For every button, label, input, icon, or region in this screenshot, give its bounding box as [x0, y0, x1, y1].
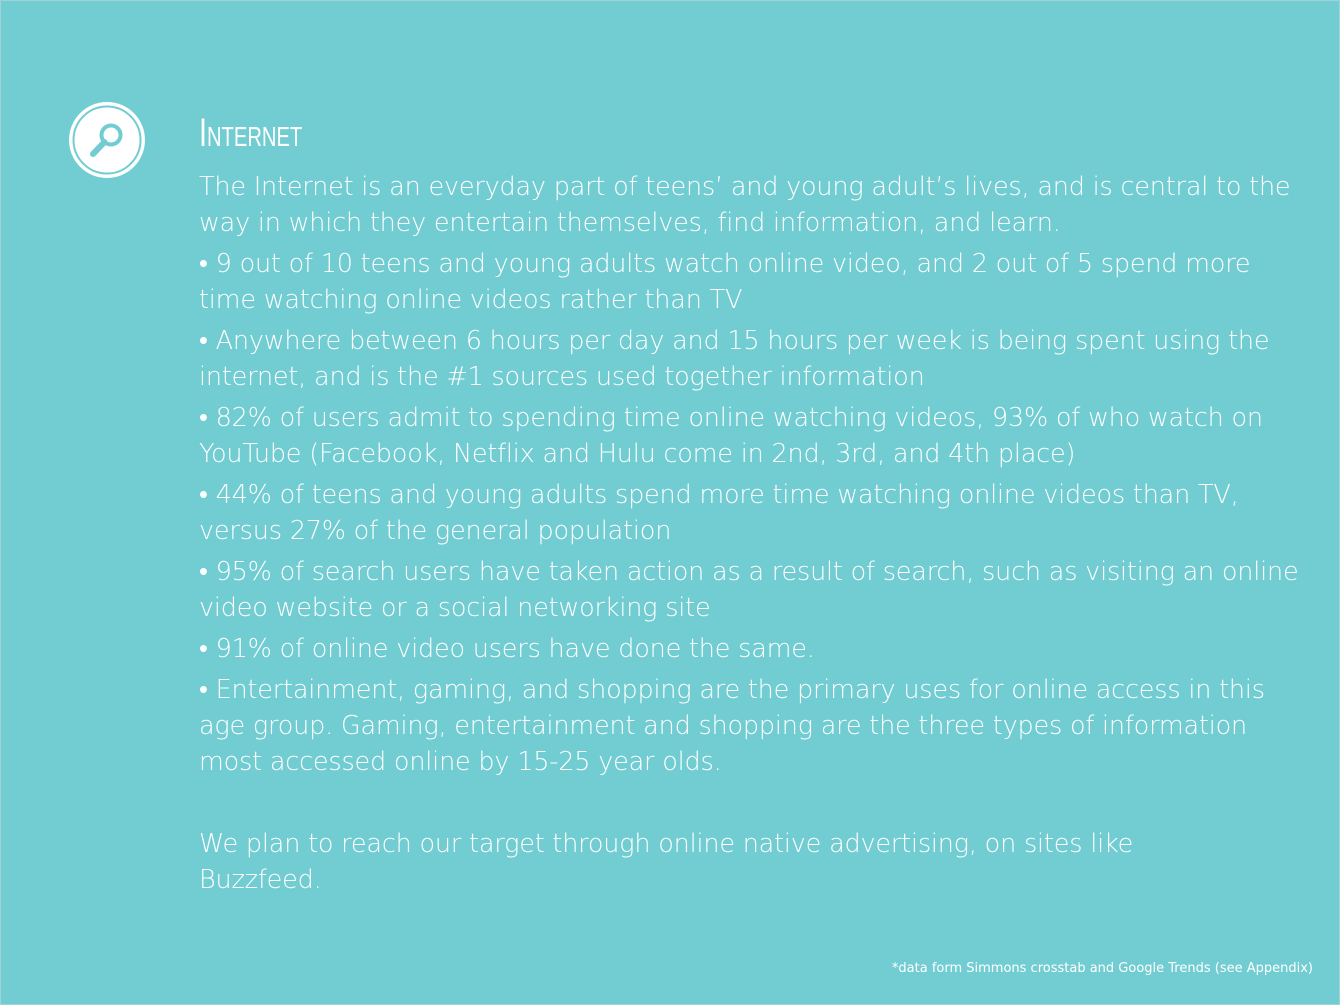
section-title: Internet — [199, 111, 303, 155]
bullet-item: • 95% of search users have taken action as a result of search, such as visiting an online video website or a social networking site — [199, 557, 1299, 623]
footnote: *data form Simmons crosstab and Google Trends (see Appendix) — [891, 961, 1313, 976]
bullet-item: • Anywhere between 6 hours per day and 15 hours per week is being spent using the internet, and is the #1 sources used together information — [199, 326, 1270, 392]
bullet-item: • 44% of teens and young adults spend more time watching online videos than TV, versus 27% of the general population — [199, 480, 1239, 546]
intro-paragraph: The Internet is an everyday part of teens’ and young adult’s lives, and is central to the way in which they entertain themselves, find information, and learn. — [199, 172, 1291, 238]
magnifier-icon — [67, 100, 147, 180]
bullet-item: • 9 out of 10 teens and young adults watch online video, and 2 out of 5 spend more time watching online videos rather than TV — [199, 249, 1251, 315]
bullet-item: • 82% of users admit to spending time online watching videos, 93% of who watch on YouTube (Facebook, Netflix and Hulu come in 2nd, 3rd, and 4th place) — [199, 403, 1263, 469]
closing-paragraph: We plan to reach our target through online native advertising, on sites like Buzzfeed. — [199, 829, 1134, 895]
body-text — [199, 169, 1309, 903]
bullet-item: • Entertainment, gaming, and shopping are the primary uses for online access in this age group. Gaming, entertainment and shopping are the three types of information most accessed online by 15-25 year olds. — [199, 675, 1265, 777]
bullet-item: • 91% of online video users have done the same. — [199, 634, 815, 664]
